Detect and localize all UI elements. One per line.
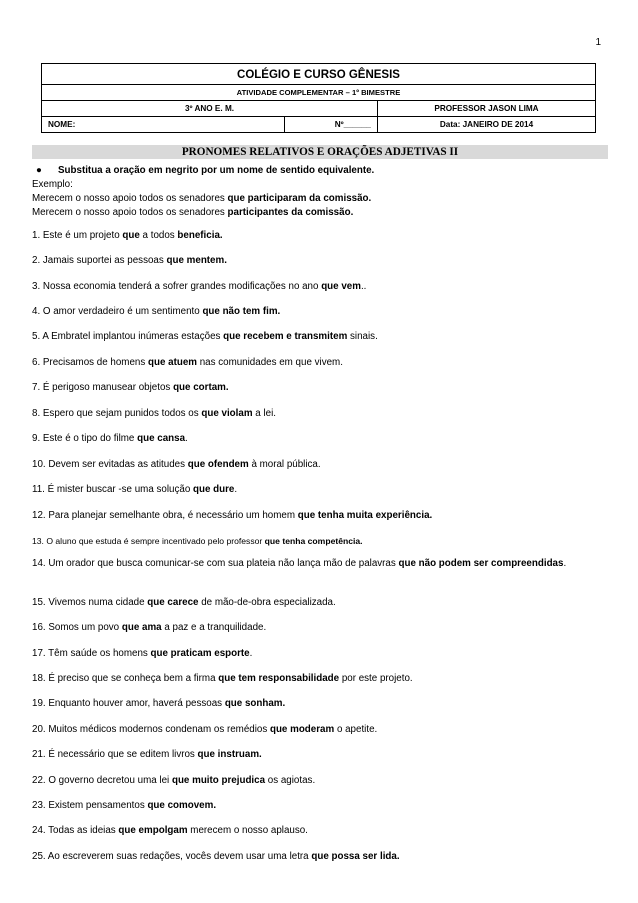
question-item — [32, 331, 608, 344]
question-item — [32, 230, 608, 243]
question-bold-clause: que — [122, 230, 140, 241]
example-text: Merecem o nosso apoio todos os senadores — [32, 193, 228, 204]
question-item — [32, 408, 608, 421]
example-bold: participantes da comissão. — [227, 207, 354, 218]
date-label: Data: JANEIRO DE 2014 — [378, 117, 596, 133]
question-item — [32, 484, 608, 497]
question-bold-clause: que praticam esporte — [150, 648, 250, 659]
question-text: 15. Vivemos numa cidade — [32, 597, 148, 608]
question-item — [32, 800, 608, 813]
question-item — [32, 357, 608, 370]
question-text: a lei. — [252, 408, 276, 419]
question-item — [32, 535, 608, 548]
question-item — [32, 825, 608, 838]
question-bold-clause: que vem — [321, 281, 361, 292]
question-text: os agiotas. — [265, 775, 316, 786]
question-text: 24. Todas as ideias — [32, 825, 119, 836]
question-item — [32, 698, 608, 711]
question-bold-clause: que moderam — [269, 724, 335, 735]
activity-title: ATIVIDADE COMPLEMENTAR – 1º BIMESTRE — [42, 85, 596, 101]
question-text: 13. O aluno que estuda é sempre incentivado pelo professor — [32, 536, 265, 546]
question-bold-clause: que empolgam — [118, 825, 188, 836]
example-text: Merecem o nosso apoio todos os senadores — [32, 207, 228, 218]
question-text: 7. É perigoso manusear objetos — [32, 382, 174, 393]
instruction — [32, 165, 374, 176]
question-text: 25. Ao escreverem suas redações, vocês devem usar uma letra — [32, 851, 312, 862]
header-table — [41, 63, 596, 133]
question-text: 8. Espero que sejam punidos todos os — [32, 408, 202, 419]
question-bold-clause: que ofendem — [187, 459, 249, 470]
example-line-1 — [32, 193, 371, 204]
question-bold-clause: que sonham. — [224, 698, 286, 709]
example-bold: que participaram da comissão. — [227, 193, 372, 204]
question-text: a todos — [139, 230, 178, 241]
question-text: à moral pública. — [248, 459, 321, 470]
question-text: 18. É preciso que se conheça bem a firma — [32, 673, 219, 684]
question-bold-clause: que tenha muita experiência. — [297, 510, 433, 521]
question-text: 9. Este é o tipo do filme — [32, 433, 138, 444]
question-text: .. — [360, 281, 367, 292]
question-bold-clause: que não podem ser compreendidas — [398, 558, 564, 569]
question-bold-clause: que cansa — [137, 433, 186, 444]
question-text: 10. Devem ser evitadas as atitudes — [32, 459, 188, 470]
question-text: 5. A Embratel implantou inúmeras estações — [32, 331, 224, 342]
question-bold-clause: que não tem fim. — [202, 306, 281, 317]
name-field: NOME: — [42, 117, 285, 133]
example-label: Exemplo: — [32, 179, 73, 190]
question-item — [32, 724, 608, 737]
question-bold-clause: que mentem. — [166, 255, 227, 266]
teacher-label: PROFESSOR JASON LIMA — [378, 101, 596, 117]
question-item — [32, 255, 608, 268]
question-text: 17. Têm saúde os homens — [32, 648, 151, 659]
question-text: 22. O governo decretou uma lei — [32, 775, 172, 786]
question-item — [32, 648, 608, 661]
question-bold-clause: que cortam. — [173, 382, 229, 393]
question-item — [32, 775, 608, 788]
worksheet-title: PRONOMES RELATIVOS E ORAÇÕES ADJETIVAS II — [32, 145, 608, 159]
question-text: a paz e a tranquilidade. — [161, 622, 267, 633]
question-bold-clause: que tem responsabilidade — [218, 673, 340, 684]
question-bold-clause: que tenha competência. — [264, 536, 363, 546]
question-item — [32, 306, 608, 319]
question-item — [32, 851, 608, 864]
grade-label: 3º ANO E. M. — [42, 101, 378, 117]
question-bold-clause: que muito prejudica — [171, 775, 266, 786]
question-bold-clause: que possa ser lida. — [311, 851, 400, 862]
question-text: nas comunidades em que vivem. — [196, 357, 343, 368]
question-text: por este projeto. — [339, 673, 413, 684]
question-item — [32, 597, 608, 610]
question-text: merecem o nosso aplauso. — [187, 825, 308, 836]
question-text: sinais. — [347, 331, 378, 342]
question-bold-clause: que instruam. — [197, 749, 262, 760]
question-bold-clause: que recebem e transmitem — [223, 331, 348, 342]
question-item — [32, 673, 608, 686]
question-text: 21. É necessário que se editem livros — [32, 749, 198, 760]
question-text: 23. Existem pensamentos — [32, 800, 148, 811]
question-text: 20. Muitos médicos modernos condenam os remédios — [32, 724, 270, 735]
question-text: 11. É mister buscar -se uma solução — [32, 484, 193, 495]
instruction-text: Substitua a oração em negrito por um nome de sentido equivalente. — [58, 165, 375, 176]
question-item — [32, 382, 608, 395]
school-name: COLÉGIO E CURSO GÊNESIS — [42, 64, 596, 85]
question-text: 2. Jamais suportei as pessoas — [32, 255, 167, 266]
example-line-2 — [32, 207, 353, 218]
question-bold-clause: que dure — [193, 484, 235, 495]
bullet-icon: ● — [36, 165, 42, 176]
question-bold-clause: beneficia. — [177, 230, 223, 241]
question-item — [32, 510, 608, 523]
question-bold-clause: que ama — [121, 622, 162, 633]
question-text: . — [249, 648, 253, 659]
question-text: 12. Para planejar semelhante obra, é necessário um homem — [32, 510, 298, 521]
question-text: 14. Um orador que busca comunicar-se com sua plateia não lança mão de palavras — [32, 558, 399, 569]
question-text: . — [185, 433, 188, 444]
question-bold-clause: que carece — [147, 597, 199, 608]
question-text: 16. Somos um povo — [32, 622, 122, 633]
question-item — [32, 459, 608, 472]
question-item — [32, 433, 608, 446]
question-bold-clause: que comovem. — [147, 800, 217, 811]
question-text: 3. Nossa economia tenderá a sofrer grandes modificações no ano — [32, 281, 322, 292]
question-text: o apetite. — [334, 724, 378, 735]
page-number: 1 — [595, 37, 601, 48]
number-field: Nº______ — [285, 117, 378, 133]
question-text: . — [563, 558, 567, 569]
question-text: . — [234, 484, 238, 495]
question-bold-clause: que atuem — [147, 357, 197, 368]
question-text: 4. O amor verdadeiro é um sentimento — [32, 306, 203, 317]
question-item — [32, 749, 608, 762]
question-bold-clause: que violam — [201, 408, 253, 419]
question-text: de mão-de-obra especializada. — [198, 597, 336, 608]
question-text: 1. Este é um projeto — [32, 230, 123, 241]
question-item — [32, 558, 608, 571]
question-text: 6. Precisamos de homens — [32, 357, 148, 368]
question-item — [32, 281, 608, 294]
question-item — [32, 622, 608, 635]
question-text: 19. Enquanto houver amor, haverá pessoas — [32, 698, 225, 709]
